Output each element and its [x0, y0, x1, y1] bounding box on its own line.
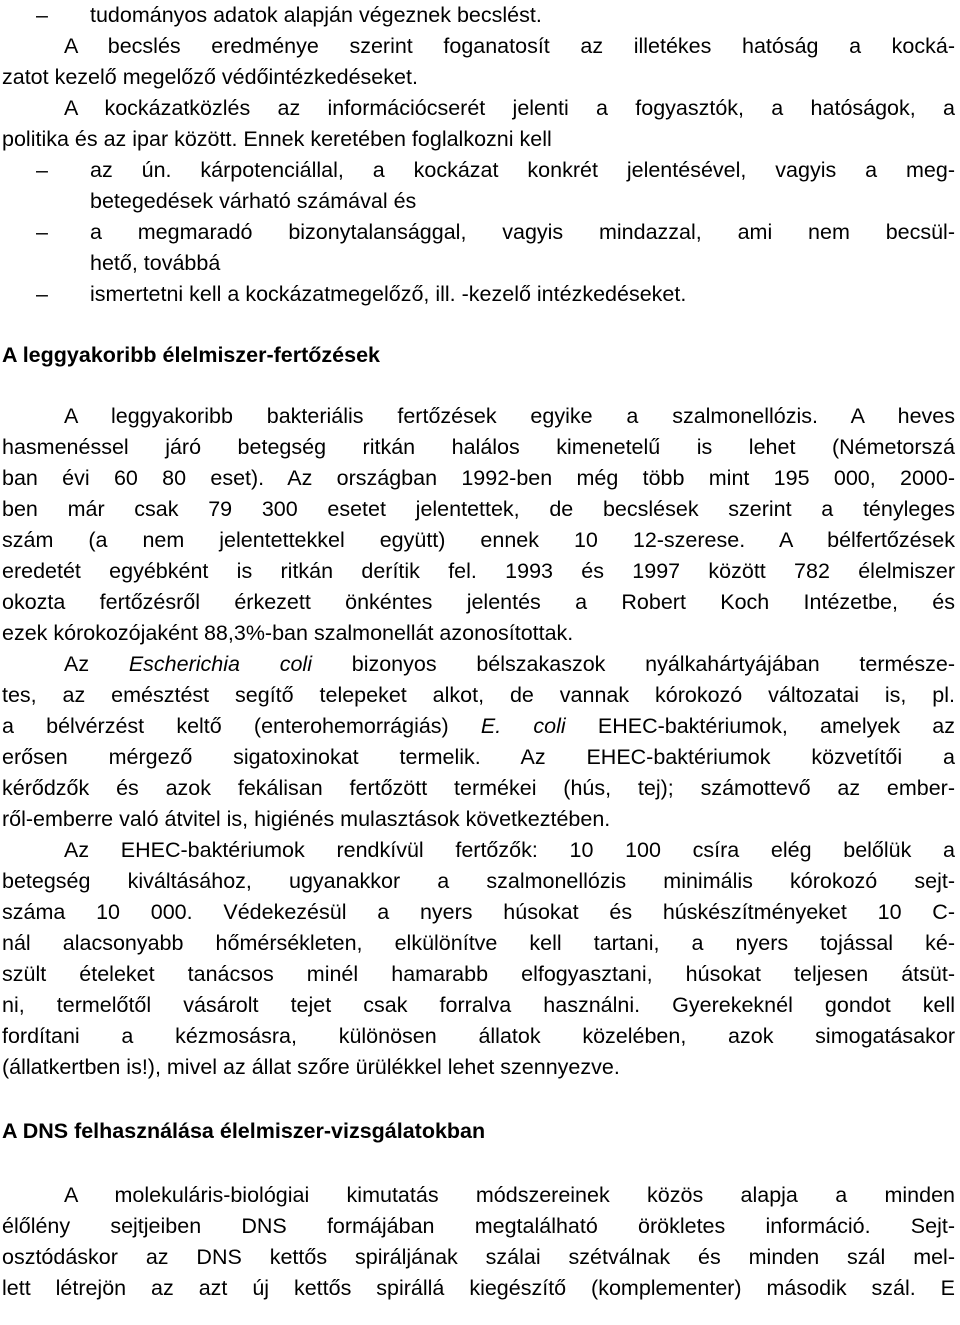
section-heading: A leggyakoribb élelmiszer-fertőzések: [2, 343, 380, 367]
paragraph-line: A kockázatközlés az információcserét jelenti a fogyasztók, a hatóságok, a: [64, 96, 955, 120]
text-run: bizonyos bélszakaszok nyálkahártyájában természe-: [311, 652, 955, 676]
dash-bullet: –: [36, 3, 48, 27]
spacer: [2, 1083, 955, 1116]
dash-bullet: –: [36, 220, 48, 244]
spacer: [2, 1147, 955, 1180]
list-item-text: tudományos adatok alapján végeznek becslést.: [90, 3, 542, 27]
paragraph-line: osztódáskor az DNS kettős spiráljának szálai szétválnak és minden szál mel-: [2, 1245, 955, 1269]
paragraph-line: (állatkertben is!), mivel az állat szőre ürülékkel lehet szennyezve.: [2, 1055, 620, 1079]
paragraph-line: hasmenéssel járó betegség ritkán halálos kimenetelű is lehet (Németorszá: [2, 435, 955, 459]
paragraph-line: politika és az ipar között. Ennek keretében foglalkozni kell: [2, 127, 552, 151]
paragraph-line: élőlény sejtjeiben DNS formájában megtalálható örökletes információ. Sejt-: [2, 1214, 955, 1238]
section-heading: A DNS felhasználása élelmiszer-vizsgálatokban: [2, 1119, 486, 1143]
paragraph-line: ről-emberre való átvitel is, higiénés mulasztások következtében.: [2, 807, 611, 831]
list-item: [2, 279, 955, 310]
paragraph-line: ben már csak 79 300 esetet jelentettek, de becslések szerint a tényleges: [2, 497, 955, 521]
paragraph-line: lett létrejön az azt új kettős spirállá kiegészítő (komplementer) második szál. E: [2, 1276, 955, 1300]
paragraph-line: ban évi 60 80 eset). Az országban 1992-ben még több mint 195 000, 2000-: [2, 466, 955, 490]
paragraph-line: zatot kezelő megelőző védőintézkedéseket.: [2, 65, 418, 89]
text-run: EHEC-baktériumok, amelyek az: [565, 714, 955, 738]
paragraph-line: [2, 649, 955, 680]
text-run: Az: [64, 652, 129, 676]
paragraph-line: tes, az emésztést segítő telepeket alkot, de vannak kórokozó változatai is, pl.: [2, 683, 955, 707]
list-item-continuation: hető, továbbá: [90, 251, 221, 275]
list-item: [2, 217, 955, 248]
italic-species-name: E. coli: [480, 714, 566, 738]
text-run: a bélvérzést keltő (enterohemorrágiás): [2, 714, 481, 738]
paragraph-line: Az EHEC-baktériumok rendkívül fertőzők: 10 100 csíra elég belőlük a: [64, 838, 955, 862]
paragraph-line: eredetét egyébként is ritkán derítik fel. 1993 és 1997 között 782 élelmiszer: [2, 559, 955, 583]
paragraph-line: ezek kórokozójaként 88,3%-ban szalmonellát azonosítottak.: [2, 621, 574, 645]
paragraph-line: okozta fertőzésről érkezett önkéntes jelentés a Robert Koch Intézetbe, és: [2, 590, 955, 614]
dash-bullet: –: [36, 282, 48, 306]
paragraph-line: A molekuláris-biológiai kimutatás módszereinek közös alapja a minden: [64, 1183, 955, 1207]
list-item-continuation: betegedések várható számával és: [90, 189, 417, 213]
list-item-text: a megmaradó bizonytalansággal, vagyis mindazzal, ami nem becsül-: [90, 220, 955, 244]
paragraph-line: szült ételeket tanácsos minél hamarabb elfogyasztani, húsokat teljesen átsüt-: [2, 962, 955, 986]
paragraph-line: A becslés eredménye szerint foganatosít az illetékes hatóság a kocká-: [64, 34, 955, 58]
italic-species-name: Escherichia coli: [128, 652, 312, 676]
paragraph-line: szám (a nem jelentettekkel együtt) ennek 10 12-szerese. A bélfertőzések: [2, 528, 955, 552]
dash-bullet: –: [36, 158, 48, 182]
list-item: [2, 155, 955, 186]
paragraph-line: fordítani a kézmosásra, különösen állatok közelében, azok simogatásakor: [2, 1024, 955, 1048]
paragraph-line: betegség kiváltásához, ugyanakkor a szalmonellózis minimális kórokozó sejt-: [2, 869, 955, 893]
paragraph-line: [2, 711, 955, 742]
list-item-text: ismertetni kell a kockázatmegelőző, ill. -kezelő intézkedéseket.: [90, 282, 687, 306]
paragraph-line: erősen mérgező sigatoxinokat termelik. Az EHEC-baktériumok közvetítői a: [2, 745, 955, 769]
spacer: [2, 310, 955, 340]
paragraph-line: nál alacsonyabb hőmérsékleten, elkülönítve kell tartani, a nyers tojással ké-: [2, 931, 955, 955]
paragraph-line: kérődzők és azok fekálisan fertőzött termékei (hús, tej); számottevő az ember-: [2, 776, 955, 800]
list-item: [2, 0, 955, 31]
paragraph-line: A leggyakoribb bakteriális fertőzések egyike a szalmonellózis. A heves: [64, 404, 955, 428]
paragraph-line: száma 10 000. Védekezésül a nyers húsokat és húskészítményeket 10 C-: [2, 900, 955, 924]
spacer: [2, 371, 955, 401]
paragraph-line: ni, termelőtől vásárolt tejet csak forralva használni. Gyerekeknél gondot kell: [2, 993, 955, 1017]
list-item-text: az ún. kárpotenciállal, a kockázat konkrét jelentésével, vagyis a meg-: [90, 158, 955, 182]
